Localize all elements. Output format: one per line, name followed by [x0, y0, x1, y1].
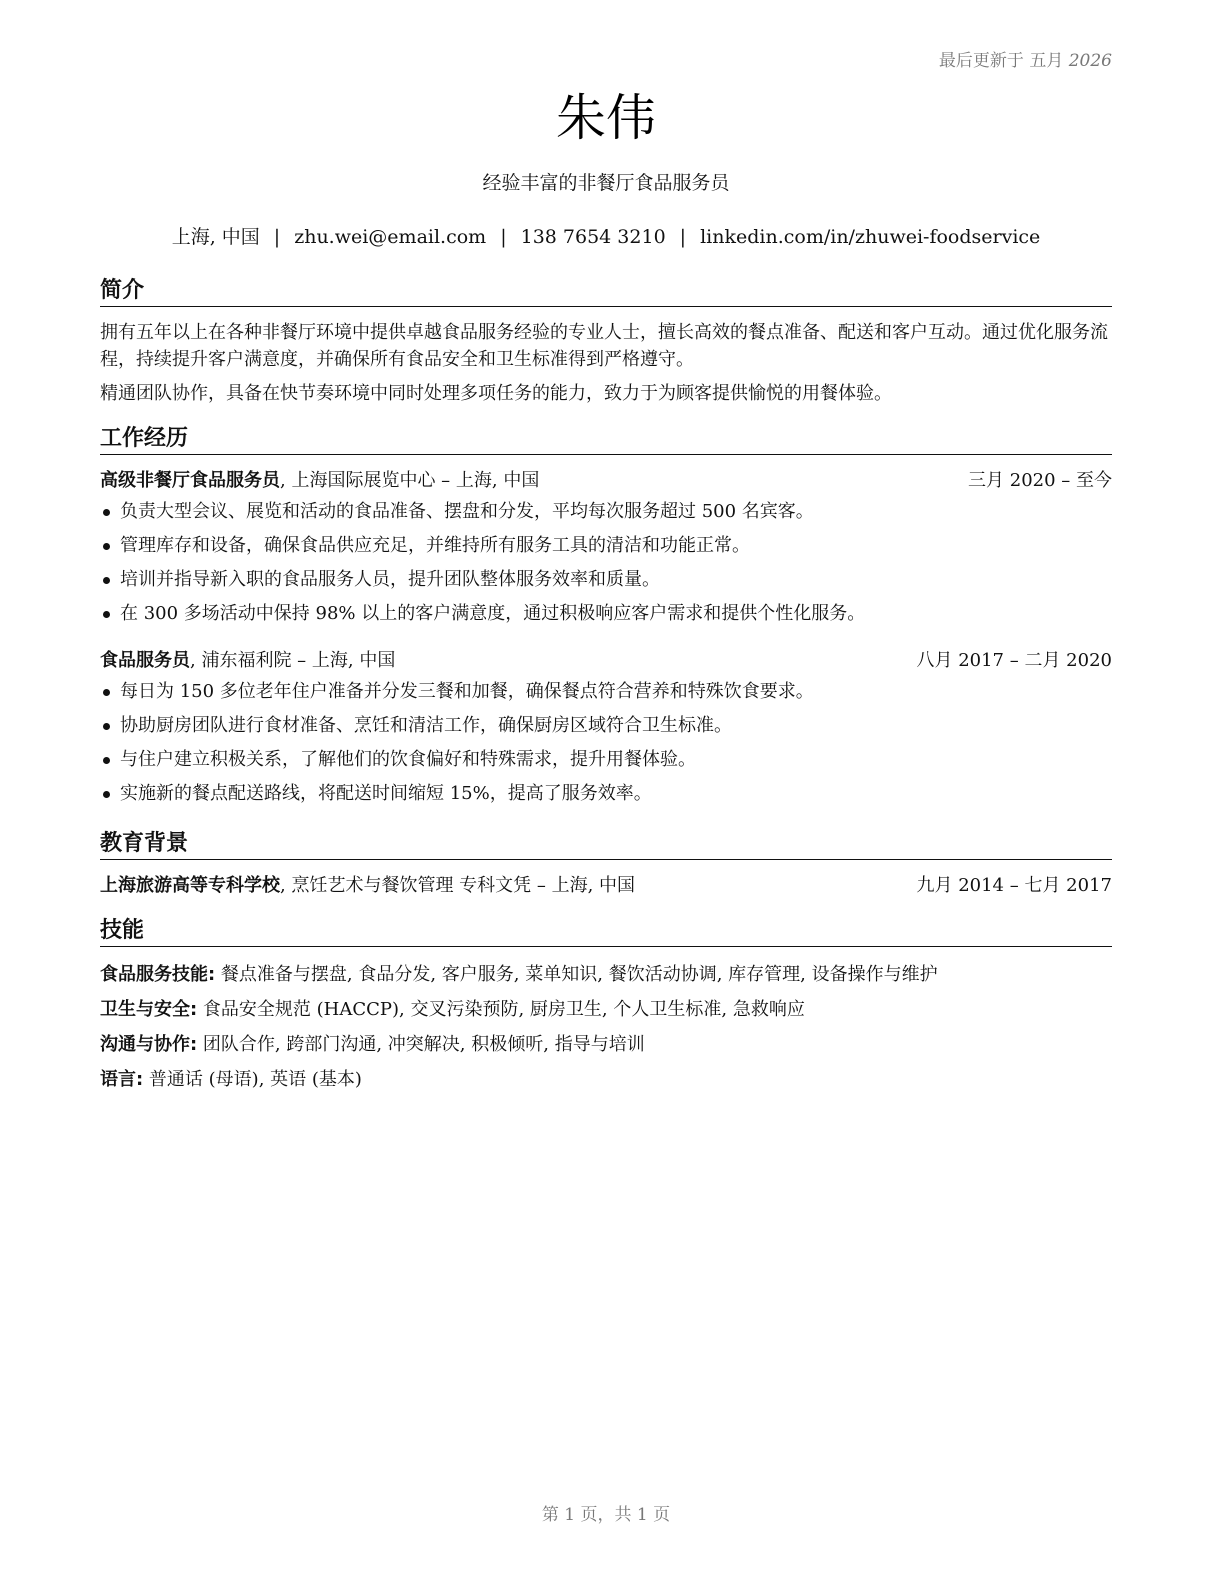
job-role-org: [100, 467, 539, 495]
job-entry: [100, 467, 1112, 631]
education-school-detail: [100, 872, 635, 900]
job-org: , 浦东福利院 – 上海, 中国: [190, 650, 396, 671]
contact-separator: |: [679, 226, 687, 248]
education-dates: 九月 2014 – 七月 2017: [916, 875, 1112, 896]
job-bullet: 协助厨房团队进行食材准备、烹饪和清洁工作，确保厨房区域符合卫生标准。: [100, 709, 1112, 743]
skill-row: [100, 1062, 1112, 1097]
skill-value: 普通话 (母语), 英语 (基本): [143, 1069, 362, 1090]
contact-separator: |: [500, 226, 507, 248]
skill-label: 语言:: [100, 1069, 144, 1090]
job-bullets: [100, 675, 1112, 811]
skills-section: [100, 917, 1112, 1097]
job-bullet: 每日为 150 多位老年住户准备并分发三餐和加餐，确保餐点符合营养和特殊饮食要求。: [100, 675, 1112, 709]
job-header: [100, 467, 1112, 495]
skill-value: 团队合作, 跨部门沟通, 冲突解决, 积极倾听, 指导与培训: [197, 1034, 645, 1055]
candidate-tagline: 经验丰富的非餐厅食品服务员: [482, 172, 730, 194]
job-bullet: 与住户建立积极关系，了解他们的饮食偏好和特殊需求，提升用餐体验。: [100, 743, 1112, 777]
page-number: 第 1 页，共 1 页: [541, 1505, 671, 1525]
contact-phone: 138 7654 3210: [520, 226, 666, 248]
skill-row: [100, 992, 1112, 1027]
job-role: 食品服务员: [100, 650, 190, 671]
job-org: , 上海国际展览中心 – 上海, 中国: [280, 470, 540, 491]
summary-title: 简介: [100, 277, 1112, 307]
job-header: [100, 647, 1112, 675]
job-bullets: [100, 495, 1112, 631]
job-dates: 三月 2020 – 至今: [968, 470, 1112, 491]
skill-row: [100, 957, 1112, 992]
education-school: 上海旅游高等专科学校: [100, 875, 280, 896]
last-updated-year: 2026: [1068, 51, 1112, 71]
job-bullet: 在 300 多场活动中保持 98% 以上的客户满意度，通过积极响应客户需求和提供个性化服务。: [100, 597, 1112, 631]
skill-row: [100, 1027, 1112, 1062]
skills-title: 技能: [100, 917, 1112, 947]
last-updated: [939, 46, 1112, 71]
skill-value: 餐点准备与摆盘, 食品分发, 客户服务, 菜单知识, 餐饮活动协调, 库存管理, 设备操作与维护: [215, 964, 938, 985]
education-title: 教育背景: [100, 830, 1112, 860]
contact-location: 上海, 中国: [171, 226, 260, 248]
job-bullet: 培训并指导新入职的食品服务人员，提升团队整体服务效率和质量。: [100, 563, 1112, 597]
summary-paragraph-2: 精通团队协作，具备在快节奏环境中同时处理多项任务的能力，致力于为顾客提供愉悦的用餐体验。: [100, 383, 892, 404]
job-bullet: 负责大型会议、展览和活动的食品准备、摆盘和分发，平均每次服务超过 500 名宾客。: [100, 495, 1112, 529]
skills-list: [100, 957, 1112, 1097]
job-bullet: 实施新的餐点配送路线，将配送时间缩短 15%，提高了服务效率。: [100, 777, 1112, 811]
summary-section: [100, 277, 1112, 407]
contact-email[interactable]: zhu.wei@email.com: [294, 226, 487, 248]
skill-value: 食品安全规范 (HACCP), 交叉污染预防, 厨房卫生, 个人卫生标准, 急救响应: [197, 999, 805, 1020]
job-role-org: [100, 647, 395, 675]
contact-separator: |: [273, 226, 281, 248]
skill-label: 卫生与安全:: [100, 999, 198, 1020]
contact-linkedin[interactable]: linkedin.com/in/zhuwei-foodservice: [700, 226, 1041, 248]
education-entry: [100, 872, 1112, 900]
candidate-name: 朱伟: [556, 89, 656, 147]
job-entry: [100, 647, 1112, 811]
skill-label: 食品服务技能:: [100, 964, 216, 985]
job-role: 高级非餐厅食品服务员: [100, 470, 280, 491]
contact-line: [100, 224, 1112, 250]
experience-title: 工作经历: [100, 425, 1112, 455]
job-bullet: 管理库存和设备，确保食品供应充足，并维持所有服务工具的清洁和功能正常。: [100, 529, 1112, 563]
skill-label: 沟通与协作:: [100, 1034, 198, 1055]
job-dates: 八月 2017 – 二月 2020: [916, 650, 1112, 671]
experience-section: [100, 425, 1112, 811]
resume-page: [100, 0, 1112, 1584]
summary-paragraph-1: 拥有五年以上在各种非餐厅环境中提供卓越食品服务经验的专业人士，擅长高效的餐点准备、配送和客户互动。通过优化服务流程，持续提升客户满意度，并确保所有食品安全和卫生标准得到严格遵守。: [100, 322, 1108, 370]
education-detail: , 烹饪艺术与餐饮管理 专科文凭 – 上海, 中国: [280, 875, 636, 896]
education-section: [100, 830, 1112, 900]
last-updated-prefix: 最后更新于 五月: [938, 51, 1064, 71]
